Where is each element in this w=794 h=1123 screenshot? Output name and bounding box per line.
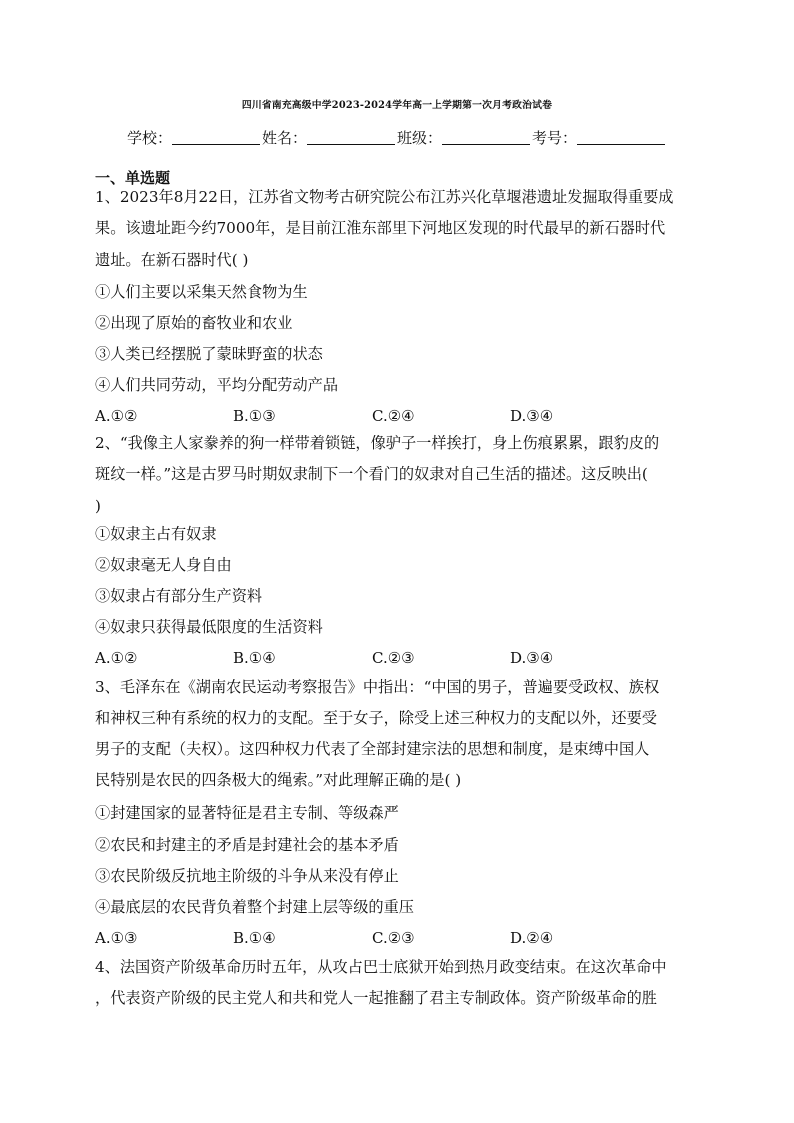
question-1-options bbox=[95, 407, 695, 425]
question-1-option-c[interactable]: C.②④ bbox=[372, 407, 415, 425]
question-1-line-2: 果。该遗址距今约7000年，是目前江淮东部里下河地区发现的时代最早的新石器时代 bbox=[95, 219, 666, 237]
school-field bbox=[127, 127, 262, 148]
question-3-line-2: 和神权三种有系统的权力的支配。至于女子，除受上述三种权力的支配以外，还要受 bbox=[95, 709, 657, 727]
student-info-row bbox=[0, 127, 794, 148]
question-1-statement-1: ①人们主要以采集天然食物为生 bbox=[95, 283, 308, 301]
question-3-statement-2: ②农民和封建主的矛盾是封建社会的基本矛盾 bbox=[95, 836, 399, 854]
question-1-line-1: 1、2023年8月22日，江苏省文物考古研究院公布江苏兴化草堰港遗址发掘取得重要成 bbox=[95, 188, 674, 206]
question-1-statement-3: ③人类已经摆脱了蒙昧野蛮的状态 bbox=[95, 345, 323, 363]
question-3-option-a[interactable]: A.①③ bbox=[95, 929, 138, 947]
question-3-statement-1: ①封建国家的显著特征是君主专制、等级森严 bbox=[95, 804, 399, 822]
page-title: 四川省南充高级中学2023-2024学年高一上学期第一次月考政治试卷 bbox=[241, 100, 553, 111]
question-2-option-a[interactable]: A.①② bbox=[95, 649, 138, 667]
question-4-line-2: ，代表资产阶级的民主党人和共和党人一起推翻了君主专制政体。资产阶级革命的胜 bbox=[95, 989, 657, 1007]
question-3-statement-3: ③农民阶级反抗地主阶级的斗争从来没有停止 bbox=[95, 867, 399, 885]
question-3-options bbox=[95, 929, 695, 947]
class-blank[interactable] bbox=[442, 130, 530, 145]
question-2-statement-4: ④奴隶只获得最低限度的生活资料 bbox=[95, 618, 323, 636]
question-2-option-b[interactable]: B.①④ bbox=[233, 649, 276, 667]
section-title: 一、单选题 bbox=[95, 169, 171, 187]
school-blank[interactable] bbox=[172, 130, 260, 145]
question-2-line-2: 斑纹一样。”这是古罗马时期奴隶制下一个看门的奴隶对自己生活的描述。这反映出( bbox=[95, 465, 648, 483]
question-3-line-3: 男子的支配（夫权）。这四种权力代表了全部封建宗法的思想和制度，是束缚中国人 bbox=[95, 740, 650, 758]
question-1-statement-2: ②出现了原始的畜牧业和农业 bbox=[95, 314, 293, 332]
question-1-option-d[interactable]: D.③④ bbox=[510, 407, 554, 425]
question-1-statement-4: ④人们共同劳动，平均分配劳动产品 bbox=[95, 376, 338, 394]
question-4-line-1: 4、法国资产阶级革命历时五年，从攻占巴士底狱开始到热月政变结束。在这次革命中 bbox=[95, 958, 667, 976]
class-field bbox=[397, 127, 532, 148]
question-2-line-1: 2、“我像主人家豢养的狗一样带着锁链，像驴子一样挨打，身上伤痕累累，跟豹皮的 bbox=[95, 434, 660, 452]
name-field bbox=[262, 127, 397, 148]
question-3-option-c[interactable]: C.②③ bbox=[372, 929, 415, 947]
school-label: 学校： bbox=[126, 129, 172, 147]
exam-number-field bbox=[532, 127, 667, 148]
question-3-statement-4: ④最底层的农民背负着整个封建上层等级的重压 bbox=[95, 898, 414, 916]
question-3-line-4: 民特别是农民的四条极大的绳索。”对此理解正确的是( ) bbox=[95, 771, 462, 789]
question-2-option-d[interactable]: D.③④ bbox=[510, 649, 554, 667]
class-label: 班级： bbox=[397, 129, 443, 147]
question-2-statement-3: ③奴隶占有部分生产资料 bbox=[95, 587, 263, 605]
question-1-option-a[interactable]: A.①② bbox=[95, 407, 138, 425]
question-2-line-3: ) bbox=[95, 497, 101, 515]
name-label: 姓名： bbox=[261, 129, 307, 147]
exam-number-blank[interactable] bbox=[577, 130, 665, 145]
question-1-option-b[interactable]: B.①③ bbox=[233, 407, 276, 425]
question-3-option-d[interactable]: D.②④ bbox=[510, 929, 554, 947]
question-3-option-b[interactable]: B.①④ bbox=[233, 929, 276, 947]
question-1-line-3: 遗址。在新石器时代( ) bbox=[95, 251, 249, 269]
name-blank[interactable] bbox=[307, 130, 395, 145]
question-2-statement-2: ②奴隶毫无人身自由 bbox=[95, 556, 232, 574]
question-2-option-c[interactable]: C.②③ bbox=[372, 649, 415, 667]
exam-number-label: 考号： bbox=[532, 129, 578, 147]
question-2-statement-1: ①奴隶主占有奴隶 bbox=[95, 525, 217, 543]
question-2-options bbox=[95, 649, 695, 667]
question-3-line-1: 3、毛泽东在《湖南农民运动考察报告》中指出：“中国的男子，普遍要受政权、族权 bbox=[95, 678, 660, 696]
